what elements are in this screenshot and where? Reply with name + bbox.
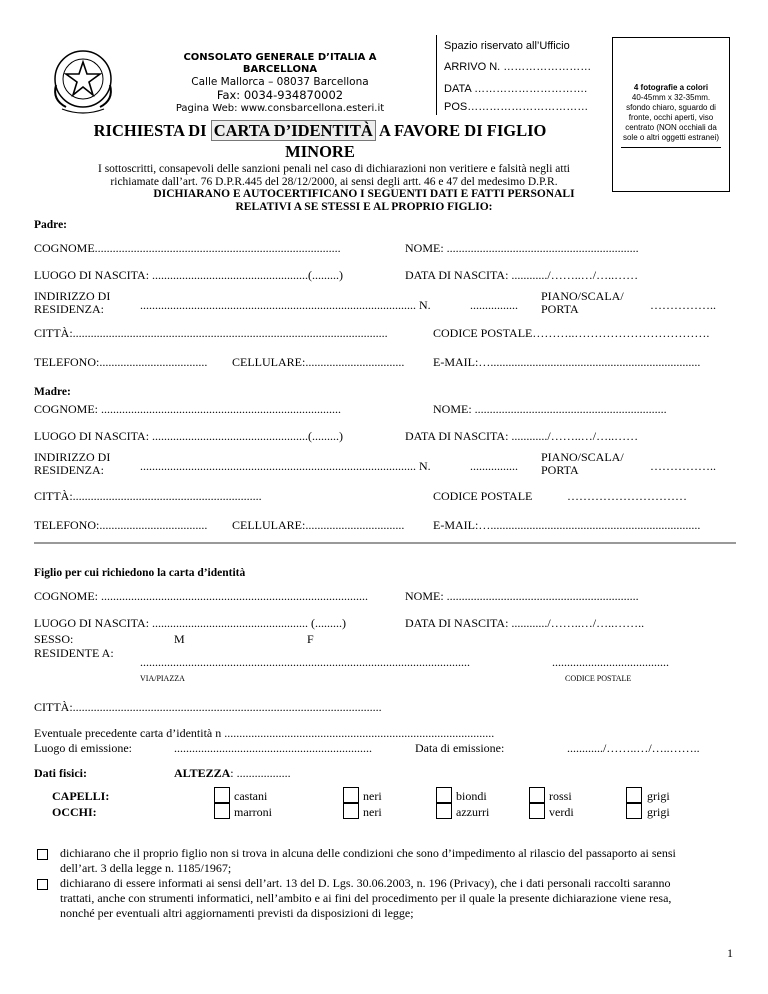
figlio-sesso-label: SESSO: — [34, 632, 74, 646]
madre-cap-label: CODICE POSTALE — [433, 489, 533, 503]
madre-title: Madre: — [34, 386, 71, 398]
padre-indirizzo[interactable]: ............................................................................................ N. — [140, 298, 431, 312]
option-rossi-verdi: rossi verdi — [549, 789, 574, 819]
declaration-1: dichiarano che il proprio figlio non si trova in alcuna delle condizioni che sono d’impedimento al rilascio del passaporto ai sensi dell’art. 3 della legge n. 1185/1967; — [60, 846, 676, 875]
declaration-heading-2: RELATIVI A SE STESSI E AL PROPRIO FIGLIO: — [235, 201, 493, 213]
checkbox-neri-occhi[interactable] — [343, 803, 359, 819]
checkbox-verdi[interactable] — [529, 803, 545, 819]
figlio-sesso-m[interactable]: M — [174, 632, 185, 646]
figlio-precedente-carta[interactable]: Eventuale precedente carta d’identità n .......................................................................................... — [34, 726, 495, 740]
consulate-fax: Fax: 0034-934870002 — [216, 88, 344, 102]
photo-title: 4 fotografie a colori — [633, 83, 709, 92]
option-castani-marroni: castani marroni — [234, 789, 272, 819]
office-data: DATA …………………………. — [444, 83, 588, 95]
consulate-city: BARCELLONA — [242, 64, 318, 75]
madre-email[interactable]: E-MAIL:…...................................................................... — [433, 518, 701, 532]
checkbox-marroni[interactable] — [214, 803, 230, 819]
padre-cellulare[interactable]: CELLULARE:................................. — [232, 355, 405, 369]
checkbox-castani[interactable] — [214, 787, 230, 803]
consulate-name: CONSOLATO GENERALE D’ITALIA A — [183, 52, 377, 63]
intro-line1: I sottoscritti, consapevoli delle sanzioni penali nel caso di dichiarazioni non veritiere e falsità negli atti — [98, 163, 570, 175]
padre-piano-label: PIANO/SCALA/ PORTA — [541, 289, 624, 316]
photo-desc: 40-45mm x 32-35mm. sfondo chiaro, sguardo di fronte, occhi aperti, viso centrato (NON occhiali da sole o altri oggetti estranei) — [622, 93, 720, 142]
office-arrivo: ARRIVO N. …………………… — [444, 61, 592, 73]
madre-indirizzo-label: INDIRIZZO DI RESIDENZA: — [34, 450, 111, 477]
figlio-luogo-nascita[interactable]: LUOGO DI NASCITA: .................................................... (.........) — [34, 616, 347, 630]
page-title: RICHIESTA DI CARTA D’IDENTITÀ A FAVORE DI FIGLIO MINORE — [93, 121, 547, 161]
madre-nome[interactable]: NOME: ................................................................ — [433, 402, 667, 416]
madre-piano-label: PIANO/SCALA/ PORTA — [541, 450, 624, 477]
padre-nome[interactable]: NOME: ................................................................ — [405, 241, 639, 255]
checkbox-azzurri[interactable] — [436, 803, 452, 819]
figlio-via[interactable]: .............................................................................................................. — [140, 655, 470, 669]
consulate-address: Calle Mallorca – 08037 Barcellona — [191, 76, 369, 88]
checkbox-grigi-occhi[interactable] — [626, 803, 642, 819]
repubblica-italiana-emblem — [42, 45, 124, 117]
madre-cellulare[interactable]: CELLULARE:................................. — [232, 518, 405, 532]
padre-numero[interactable]: ................ — [470, 298, 518, 312]
title-highlight: CARTA D’IDENTITÀ — [211, 120, 376, 141]
madre-telefono[interactable]: TELEFONO:.................................... — [34, 518, 208, 532]
madre-luogo-nascita[interactable]: LUOGO DI NASCITA: ....................................................(.........) — [34, 429, 344, 443]
madre-cap[interactable]: ………………………… — [567, 489, 687, 503]
figlio-via-label: VIA/PIAZZA — [140, 674, 185, 683]
padre-title: Padre: — [34, 219, 68, 231]
padre-indirizzo-label: INDIRIZZO DI RESIDENZA: — [34, 289, 111, 316]
figlio-residente-label: RESIDENTE A: — [34, 646, 114, 660]
office-vertical-line — [436, 35, 437, 115]
padre-email[interactable]: E-MAIL:…...................................................................... — [433, 355, 701, 369]
option-biondi-azzurri: biondi azzurri — [456, 789, 490, 819]
checkbox-neri-capelli[interactable] — [343, 787, 359, 803]
madre-citta[interactable]: CITTÀ:............................................................... — [34, 489, 262, 503]
padre-piano[interactable]: …………….. — [650, 298, 716, 312]
section-divider — [34, 542, 736, 544]
checkbox-biondi[interactable] — [436, 787, 452, 803]
padre-cap[interactable]: CODICE POSTALE………..……………………………. — [433, 326, 710, 340]
figlio-citta[interactable]: CITTÀ:....................................................................................................... — [34, 700, 382, 714]
page-number: 1 — [727, 946, 733, 960]
figlio-cap[interactable]: ....................................... — [552, 655, 669, 669]
office-pos: POS…………………………… — [444, 101, 589, 113]
option-grigi: grigi grigi — [647, 789, 670, 819]
figlio-nome[interactable]: NOME: ................................................................ — [405, 589, 639, 603]
padre-telefono[interactable]: TELEFONO:.................................... — [34, 355, 208, 369]
padre-luogo-nascita[interactable]: LUOGO DI NASCITA: ....................................................(.........) — [34, 268, 344, 282]
figlio-data-nascita[interactable]: DATA DI NASCITA: ............/……..…/…..…….. — [405, 616, 645, 630]
figlio-title: Figlio per cui richiedono la carta d’identità — [34, 567, 246, 579]
madre-indirizzo[interactable]: ............................................................................................ N. — [140, 459, 431, 473]
consulate-web: Pagina Web: www.consbarcellona.esteri.it — [175, 103, 385, 114]
figlio-data-emissione[interactable]: ............/……..…/…..…….. — [567, 741, 700, 755]
declaration-checkbox-1[interactable] — [37, 849, 48, 860]
capelli-occhi-label: CAPELLI: OCCHI: — [52, 789, 110, 819]
office-title: Spazio riservato all’Ufficio — [444, 40, 570, 52]
intro-line2: richiamate dall’art. 76 D.P.R.445 del 28/12/2000, ai sensi degli artt. 46 e 47 del medesimo D.P.R. — [110, 176, 558, 188]
madre-data-nascita[interactable]: DATA DI NASCITA: ............/……..…/…..…… — [405, 429, 639, 443]
padre-data-nascita[interactable]: DATA DI NASCITA: ............/……..…/…..…… — [405, 268, 639, 282]
option-neri: neri neri — [363, 789, 382, 819]
figlio-data-emissione-label: Data di emissione: — [415, 741, 505, 755]
altezza-field[interactable]: ALTEZZA: .................. — [174, 766, 291, 780]
declaration-2: dichiarano di essere informati ai sensi dell’art. 13 del D. Lgs. 30.06.2003, n. 196 (Privacy), che i dati personali raccolti saranno trattati, anche con strumenti informatici, nell’ambito e ai fini del procedimento per il quale la presente dichiarazione viene resa, nonché per eventuali altri aggiornamenti previsti da disposizioni di legge; — [60, 876, 672, 920]
figlio-cap-label: CODICE POSTALE — [565, 674, 632, 683]
declaration-heading-1: DICHIARANO E AUTOCERTIFICANO I SEGUENTI DATI E FATTI PERSONALI — [153, 188, 575, 200]
madre-numero[interactable]: ................ — [470, 459, 518, 473]
madre-cognome[interactable]: COGNOME: ................................................................................ — [34, 402, 342, 416]
figlio-sesso-f[interactable]: F — [307, 632, 314, 646]
madre-piano[interactable]: …………….. — [650, 459, 716, 473]
padre-citta[interactable]: CITTÀ:......................................................................................................... — [34, 326, 388, 340]
declaration-checkbox-2[interactable] — [37, 879, 48, 890]
padre-cognome[interactable]: COGNOME.................................................................................. — [34, 241, 341, 255]
dati-fisici-label: Dati fisici: — [34, 766, 87, 780]
checkbox-rossi[interactable] — [529, 787, 545, 803]
checkbox-grigi-capelli[interactable] — [626, 787, 642, 803]
figlio-luogo-emissione-label: Luogo di emissione: — [34, 741, 132, 755]
figlio-luogo-emissione[interactable]: .................................................................. — [174, 741, 372, 755]
figlio-cognome[interactable]: COGNOME: ......................................................................................... — [34, 589, 369, 603]
